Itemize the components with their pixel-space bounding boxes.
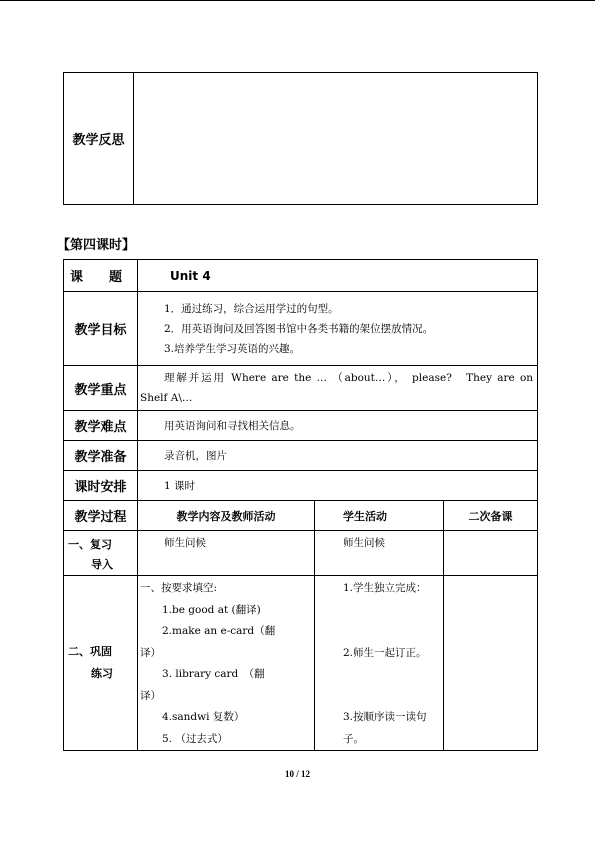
row-preparation: [64, 441, 538, 471]
row-process-header: [64, 501, 538, 531]
step-label-line: 练习: [91, 667, 113, 680]
page-number: 10 / 12: [284, 769, 310, 779]
teacher-line: 译）: [140, 646, 161, 659]
schedule-label: 课时安排: [64, 471, 138, 501]
student-line: [343, 621, 443, 643]
reflection-row: [64, 73, 538, 205]
step-review-label: [64, 531, 138, 576]
topic-value: Unit 4: [138, 260, 538, 292]
schedule-content: 1 课时: [138, 471, 538, 501]
row-topic: [64, 260, 538, 292]
preparation-content: 录音机，图片: [138, 441, 538, 471]
lesson-plan-table: [63, 259, 538, 751]
row-key-points: [64, 366, 538, 411]
key-points-line: Shelf A\…: [140, 392, 193, 404]
step-label-line: 一、复习: [68, 538, 112, 551]
row-difficulties: [64, 411, 538, 441]
objective-item: 3.培养学生学习英语的兴趣。: [164, 342, 301, 355]
student-line: [343, 600, 443, 622]
difficulties-label: 教学难点: [64, 411, 138, 441]
step-review-student: 师生问候: [315, 531, 444, 576]
objectives-list: [138, 292, 538, 366]
col-teacher-header: 教学内容及教师活动: [138, 501, 315, 531]
row-step-practice: [64, 576, 538, 751]
row-objectives: [64, 292, 538, 366]
student-line: 2.师生一起订正。: [343, 646, 427, 659]
col-student-header: 学生活动: [315, 501, 444, 531]
objective-item: 1．通过练习，综合运用学过的句型。: [164, 302, 339, 315]
step-practice-teacher: [138, 576, 315, 751]
step-label-line: 导入: [91, 558, 113, 571]
step-practice-student: [315, 576, 444, 751]
row-schedule: [64, 471, 538, 501]
reflection-content: [134, 73, 538, 205]
key-points-label: 教学重点: [64, 366, 138, 411]
student-line: 1.学生独立完成：: [343, 582, 427, 594]
preparation-label: 教学准备: [64, 441, 138, 471]
process-label: 教学过程: [64, 501, 138, 531]
teacher-line: 译）: [140, 689, 161, 702]
topic-label: 课 题: [64, 260, 138, 292]
row-step-review: [64, 531, 538, 576]
reflection-table: [63, 72, 538, 205]
teacher-line: 3. library card （翻: [162, 668, 265, 680]
teacher-line: 1.be good at (翻译): [162, 603, 261, 616]
step-label-line: 二、巩固: [68, 645, 112, 658]
step-practice-notes: [444, 576, 538, 751]
step-review-notes: [444, 531, 538, 576]
student-line: 3.按顺序读一读句子。: [343, 711, 427, 745]
reflection-label: 教学反思: [64, 73, 134, 205]
objectives-label: 教学目标: [64, 292, 138, 366]
section-title: 【第四课时】: [57, 238, 136, 253]
teacher-line: 5. （过去式）: [162, 732, 228, 745]
teacher-line: 一、按要求填空:: [140, 582, 218, 594]
student-line: [343, 664, 443, 686]
objective-item: 2．用英语询问及回答图书馆中各类书籍的架位摆放情况。: [164, 322, 434, 335]
step-review-teacher: 师生问候: [138, 531, 315, 576]
col-notes-header: 二次备课: [444, 501, 538, 531]
teacher-line: 2.make an e-card（翻: [162, 625, 276, 637]
step-practice-label: [64, 576, 138, 751]
teacher-line: 4.sandwi 复数）: [162, 711, 245, 723]
key-points-line: 理解并运用 Where are the … （about…）， please? They are on: [164, 372, 534, 384]
page-top-rule: [0, 0, 595, 1]
difficulties-content: 用英语询问和寻找相关信息。: [138, 411, 538, 441]
student-line: [343, 686, 443, 708]
key-points-content: [138, 366, 538, 411]
